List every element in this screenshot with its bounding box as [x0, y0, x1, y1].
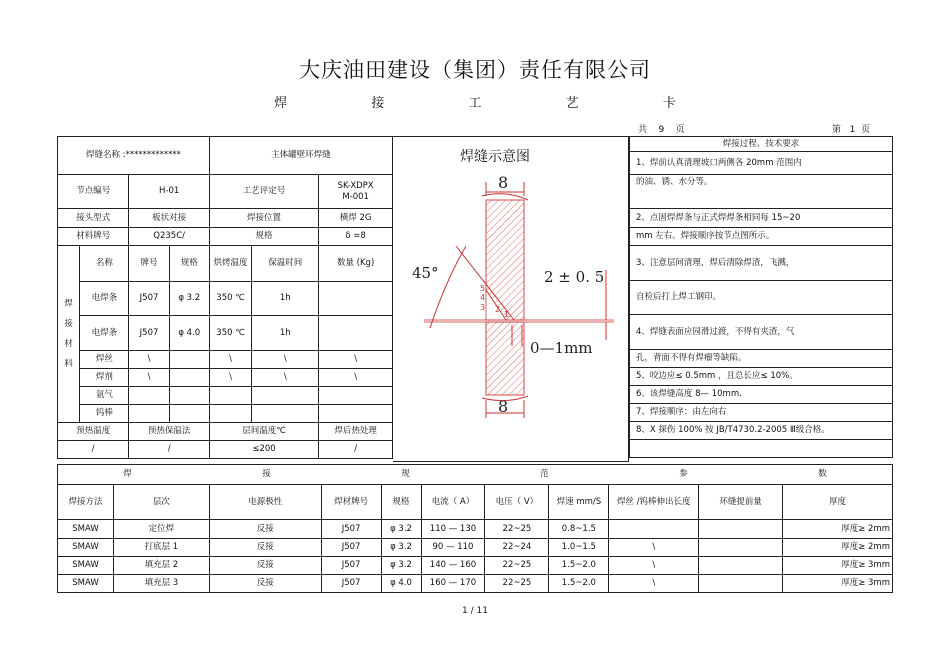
- preheat-header: 焊后热处理: [319, 423, 393, 441]
- root-label: 0—1mm: [530, 339, 593, 357]
- pass-label: 2: [495, 305, 501, 314]
- node-value: H-01: [129, 175, 209, 209]
- total-pages: 共 9 页: [638, 125, 685, 135]
- params-table: [57, 464, 893, 593]
- params-header-row: 焊接方法 层次 电源极性 焊材牌号 规格 电流（ A） 电压（ V） 焊速 mm/S 焊丝 /钨棒伸出长度 环缝提前量 厚度: [58, 485, 893, 520]
- mat-value: Q235C/: [129, 228, 209, 246]
- angle-label: 45°: [412, 264, 439, 282]
- requirement-line: 6、该焊缝高度 8— 10mm.: [630, 386, 893, 404]
- diagram-title: 焊缝示意图: [460, 149, 530, 165]
- weld-diagram: [394, 170, 628, 430]
- dim-bottom: 8: [498, 397, 509, 416]
- requirement-line: 8、X 探伤 100% 按 JB/T4730.2-2005 Ⅲ级合格。: [630, 422, 893, 440]
- company-title: 大庆油田建设（集团）责任有限公司: [299, 58, 651, 82]
- cons-row: 氩气: [58, 387, 393, 405]
- subtitle-char: 艺: [565, 96, 579, 111]
- spec-value: δ =8: [319, 228, 393, 246]
- gap-label: 2 ± 0. 5: [544, 268, 605, 286]
- preheat-header: 预热温度: [58, 423, 129, 441]
- preheat-value: ≤200: [209, 441, 318, 459]
- preheat-value: /: [58, 441, 129, 459]
- subtitle-char: 卡: [662, 96, 676, 111]
- dim-top: 8: [498, 173, 509, 192]
- card-subtitle: [0, 92, 950, 111]
- joint-value: 板状对接: [129, 209, 209, 228]
- cons-row: 电焊条 J507 φ 4.0 350 ℃ 1h: [58, 316, 393, 351]
- pos-label: 焊接位置: [209, 209, 318, 228]
- preheat-header: 预热保温法: [129, 423, 209, 441]
- params-row: SMAW 定位焊 反接 J507 φ 3.2 110 — 130 22~25 0.8~1.5 厚度≥ 2mm: [58, 520, 893, 539]
- mat-label: 材料牌号: [58, 228, 129, 246]
- params-row: SMAW 打底层 1 反接 J507 φ 3.2 90 — 110 22~24 1.0~1.5 \ 厚度≥ 2mm: [58, 539, 893, 557]
- spec-label: 规格: [209, 228, 318, 246]
- requirements-title: 焊接过程、技术要求: [630, 137, 893, 152]
- pass-label: 1: [504, 310, 510, 319]
- cons-header: 规格: [169, 246, 209, 282]
- requirement-line: 自检后打上焊工钢印。: [630, 281, 893, 315]
- weld-name-value: 主体罐壁环焊缝: [209, 137, 392, 175]
- pagination: 1 / 11: [462, 606, 488, 616]
- requirement-line: 孔，背面不得有焊瘤等缺陷。: [630, 350, 893, 368]
- preheat-value: /: [129, 441, 209, 459]
- cons-row: 焊丝 \ \ \ \: [58, 351, 393, 369]
- cons-header: 牌号: [129, 246, 169, 282]
- preheat-header: 层间温度℃: [209, 423, 318, 441]
- requirement-line: 3、注意层间清理，焊后清除焊渣，飞溅，: [630, 246, 893, 281]
- cons-header: 名称: [80, 246, 129, 282]
- requirement-line: 2、点固焊焊条与正式焊焊条相同每 15~20: [630, 209, 893, 228]
- params-row: SMAW 填充层 3 反接 J507 φ 4.0 160 — 170 22~25 1.5~2.0 \ 厚度≥ 3mm: [58, 575, 893, 593]
- preheat-value: /: [319, 441, 393, 459]
- requirement-line: 4、焊缝表面应园滑过渡，不得有夹渣，气: [630, 315, 893, 350]
- requirement-line: 1、焊前认真清理坡口两侧各 20mm 范围内: [630, 152, 893, 175]
- consumables-group-label: 焊 接 材 料: [58, 246, 80, 423]
- pass-label: 4: [480, 293, 486, 302]
- pass-label: 5: [480, 284, 486, 293]
- requirement-line: 的油、锈、水分等。: [630, 175, 893, 209]
- subtitle-char: 焊: [274, 96, 288, 111]
- cons-row: 电焊条 J507 φ 3.2 350 ℃ 1h: [58, 282, 393, 316]
- cons-row: 焊剂 \ \ \ \: [58, 369, 393, 387]
- subtitle-char: 接: [371, 96, 385, 111]
- pass-label: 3: [480, 303, 486, 312]
- cons-header: 烘烤温度: [209, 246, 251, 282]
- params-row: SMAW 填充层 2 反接 J507 φ 3.2 140 — 160 22~25 1.5~2.0 \ 厚度≥ 3mm: [58, 557, 893, 575]
- requirement-line: mm 左右。焊接顺序按节点图所示。: [630, 228, 893, 246]
- subtitle-char: 工: [468, 96, 482, 111]
- cons-row: 钨棒: [58, 405, 393, 423]
- cons-header: 数量 (Kg): [319, 246, 393, 282]
- requirement-line: 5、咬边应≤ 0.5mm ，且总长应≤ 10%。: [630, 368, 893, 386]
- page-number: 第 1 页: [832, 125, 871, 135]
- requirement-line: 7、焊接顺序：由左向右: [630, 404, 893, 422]
- proc-label: 工艺评定号: [209, 175, 318, 209]
- requirements-table: [629, 136, 893, 458]
- params-banner: 焊 接 规 范 参 数: [58, 465, 893, 485]
- pos-value: 横焊 2G: [319, 209, 393, 228]
- node-label: 节点编号: [58, 175, 129, 209]
- info-table: [57, 136, 393, 459]
- cons-header: 保温时间: [252, 246, 319, 282]
- proc-value: SK-XDPX M-001: [319, 175, 393, 209]
- weld-name-label: 焊缝名称 :*************: [58, 137, 210, 175]
- joint-label: 接头型式: [58, 209, 129, 228]
